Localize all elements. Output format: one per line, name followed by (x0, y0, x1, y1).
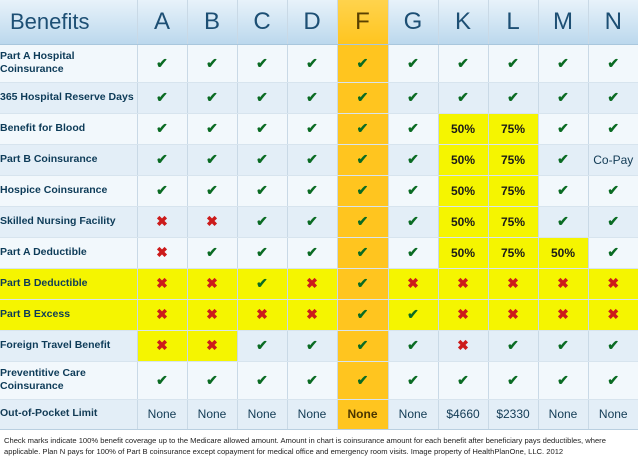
cell-value: None (297, 407, 327, 421)
check-icon: ✔ (507, 54, 519, 71)
check-icon: ✔ (557, 182, 569, 198)
check-icon: ✔ (356, 337, 369, 353)
check-icon: ✔ (306, 337, 318, 353)
cell-value: None (398, 407, 428, 421)
cell-value: None (548, 407, 578, 421)
check-icon: ✔ (557, 89, 569, 105)
table-row (0, 144, 638, 175)
check-icon: ✔ (356, 371, 369, 388)
check-icon: ✔ (407, 120, 419, 136)
cell-n (588, 268, 638, 299)
cell-value: 50% (550, 246, 576, 260)
cell-b (187, 175, 237, 206)
check-icon: ✔ (457, 371, 469, 388)
cell-n (588, 144, 638, 175)
row-label: Skilled Nursing Facility (0, 206, 137, 237)
cross-icon: ✖ (156, 244, 168, 260)
table-row (0, 361, 638, 399)
check-icon: ✔ (156, 182, 168, 198)
column-header-plan-k: K (438, 0, 488, 44)
cell-m (538, 399, 588, 429)
cell-f (337, 206, 388, 237)
cell-m (538, 44, 588, 82)
cell-n (588, 82, 638, 113)
cross-icon: ✖ (507, 306, 519, 322)
cell-f (337, 330, 388, 361)
check-icon: ✔ (306, 151, 318, 167)
cross-icon: ✖ (507, 275, 519, 291)
cell-n (588, 206, 638, 237)
cell-a (137, 299, 187, 330)
check-icon: ✔ (256, 244, 268, 260)
check-icon: ✔ (557, 337, 569, 353)
cross-icon: ✖ (407, 275, 419, 291)
check-icon: ✔ (256, 151, 268, 167)
row-label: 365 Hospital Reserve Days (0, 82, 137, 113)
check-icon: ✔ (557, 120, 569, 136)
cross-icon: ✖ (557, 306, 569, 322)
cell-n (588, 175, 638, 206)
table-header (0, 0, 638, 44)
cell-b (187, 361, 237, 399)
check-icon: ✔ (507, 337, 519, 353)
check-icon: ✔ (356, 151, 369, 167)
cell-value: 75% (500, 215, 526, 229)
cell-value: 50% (450, 215, 476, 229)
table-row (0, 82, 638, 113)
cross-icon: ✖ (457, 337, 469, 353)
check-icon: ✔ (206, 182, 218, 198)
cell-l (488, 237, 538, 268)
check-icon: ✔ (607, 182, 620, 198)
row-label: Part B Excess (0, 299, 137, 330)
cross-icon: ✖ (457, 275, 469, 291)
check-icon: ✔ (356, 244, 369, 260)
cell-m (538, 361, 588, 399)
table-row (0, 206, 638, 237)
check-icon: ✔ (306, 371, 318, 388)
cell-c (237, 44, 287, 82)
cell-a (137, 330, 187, 361)
cell-f (337, 237, 388, 268)
cell-k (438, 144, 488, 175)
check-icon: ✔ (256, 120, 268, 136)
cell-d (287, 268, 337, 299)
cell-value: 50% (450, 246, 476, 260)
cell-a (137, 237, 187, 268)
cell-m (538, 268, 588, 299)
cell-n (588, 330, 638, 361)
cell-k (438, 268, 488, 299)
cell-a (137, 113, 187, 144)
check-icon: ✔ (156, 120, 168, 136)
check-icon: ✔ (306, 182, 318, 198)
row-label: Part B Coinsurance (0, 144, 137, 175)
cell-k (438, 44, 488, 82)
check-icon: ✔ (607, 244, 620, 260)
row-label: Part A Hospital Coinsurance (0, 44, 137, 82)
cell-n (588, 361, 638, 399)
cell-d (287, 44, 337, 82)
cell-value: None (147, 407, 177, 421)
check-icon: ✔ (557, 151, 569, 167)
table-row (0, 44, 638, 82)
cell-f (337, 113, 388, 144)
cross-icon: ✖ (607, 306, 620, 322)
cell-c (237, 175, 287, 206)
check-icon: ✔ (507, 89, 519, 105)
table-row (0, 175, 638, 206)
row-label: Preventitive Care Coinsurance (0, 361, 137, 399)
cell-d (287, 237, 337, 268)
cell-k (438, 399, 488, 429)
cell-k (438, 175, 488, 206)
check-icon: ✔ (206, 120, 218, 136)
cell-f (337, 361, 388, 399)
check-icon: ✔ (206, 89, 218, 105)
cell-d (287, 113, 337, 144)
cell-n (588, 399, 638, 429)
cell-c (237, 206, 287, 237)
check-icon: ✔ (256, 337, 268, 353)
check-icon: ✔ (356, 89, 369, 105)
cell-n (588, 44, 638, 82)
cell-g (388, 361, 438, 399)
cell-f (337, 299, 388, 330)
cross-icon: ✖ (156, 213, 168, 229)
cell-value: Co-Pay (593, 152, 634, 167)
cell-g (388, 299, 438, 330)
cell-f (337, 82, 388, 113)
check-icon: ✔ (256, 89, 268, 105)
check-icon: ✔ (256, 213, 268, 229)
cell-g (388, 113, 438, 144)
column-header-plan-a: A (137, 0, 187, 44)
cell-n (588, 299, 638, 330)
header-row (0, 0, 638, 44)
cell-m (538, 206, 588, 237)
check-icon: ✔ (356, 306, 369, 322)
chart-footnote: Check marks indicate 100% benefit coverage up to the Medicare allowed amount. Amount in chart is coinsurance amount for each benefit after beneficiary pays deductibles, where applicable. Plan N pays for 100% of Part B coinsurance except copayment for medical office and emergency room visits. Image property of HealthPlanOne, LLC. 2012 (4, 436, 606, 456)
cell-l (488, 330, 538, 361)
cell-a (137, 144, 187, 175)
check-icon: ✔ (407, 213, 419, 229)
cell-value: 75% (500, 246, 526, 260)
check-icon: ✔ (607, 89, 620, 105)
cell-value: None (347, 407, 378, 421)
table-row (0, 237, 638, 268)
check-icon: ✔ (206, 371, 218, 388)
cell-k (438, 82, 488, 113)
cross-icon: ✖ (206, 337, 218, 353)
check-icon: ✔ (306, 89, 318, 105)
check-icon: ✔ (306, 213, 318, 229)
cell-g (388, 399, 438, 429)
cell-d (287, 144, 337, 175)
check-icon: ✔ (356, 275, 369, 291)
check-icon: ✔ (156, 371, 168, 388)
column-header-plan-d: D (287, 0, 337, 44)
check-icon: ✔ (306, 244, 318, 260)
cell-c (237, 399, 287, 429)
cell-f (337, 44, 388, 82)
cell-c (237, 82, 287, 113)
check-icon: ✔ (607, 371, 620, 388)
cell-k (438, 113, 488, 144)
cross-icon: ✖ (457, 306, 469, 322)
cell-g (388, 268, 438, 299)
check-icon: ✔ (156, 89, 168, 105)
cell-g (388, 144, 438, 175)
cell-c (237, 144, 287, 175)
cell-l (488, 175, 538, 206)
cell-m (538, 299, 588, 330)
check-icon: ✔ (256, 182, 268, 198)
cell-c (237, 330, 287, 361)
cell-l (488, 44, 538, 82)
check-icon: ✔ (507, 371, 519, 388)
cell-l (488, 82, 538, 113)
check-icon: ✔ (256, 54, 268, 71)
check-icon: ✔ (607, 54, 620, 71)
cell-d (287, 175, 337, 206)
cell-b (187, 268, 237, 299)
cell-value: 75% (500, 184, 526, 198)
check-icon: ✔ (607, 213, 620, 229)
check-icon: ✔ (256, 371, 268, 388)
cell-b (187, 113, 237, 144)
cell-f (337, 399, 388, 429)
cell-a (137, 44, 187, 82)
check-icon: ✔ (607, 120, 620, 136)
cell-a (137, 82, 187, 113)
check-icon: ✔ (206, 54, 218, 71)
check-icon: ✔ (607, 337, 620, 353)
cell-a (137, 175, 187, 206)
cell-value: 50% (450, 122, 476, 136)
cell-l (488, 299, 538, 330)
table-body (0, 44, 638, 429)
check-icon: ✔ (407, 182, 419, 198)
table-row (0, 268, 638, 299)
cell-d (287, 361, 337, 399)
page-title: Benefits (0, 0, 137, 44)
cell-d (287, 330, 337, 361)
cell-d (287, 299, 337, 330)
cell-g (388, 175, 438, 206)
table-row (0, 330, 638, 361)
cell-b (187, 330, 237, 361)
column-header-plan-m: M (538, 0, 588, 44)
cell-f (337, 144, 388, 175)
cell-m (538, 82, 588, 113)
row-label: Hospice Coinsurance (0, 175, 137, 206)
cross-icon: ✖ (306, 275, 318, 291)
cell-l (488, 144, 538, 175)
check-icon: ✔ (557, 54, 569, 71)
cell-l (488, 268, 538, 299)
check-icon: ✔ (356, 182, 369, 198)
column-header-plan-f: F (337, 0, 388, 44)
cell-g (388, 237, 438, 268)
table-row (0, 299, 638, 330)
check-icon: ✔ (407, 337, 419, 353)
cell-k (438, 330, 488, 361)
cell-b (187, 237, 237, 268)
row-label: Part B Deductible (0, 268, 137, 299)
cell-m (538, 175, 588, 206)
table-row (0, 113, 638, 144)
cross-icon: ✖ (206, 306, 218, 322)
row-label: Out-of-Pocket Limit (0, 399, 137, 429)
cross-icon: ✖ (607, 275, 620, 291)
cell-value: None (247, 407, 277, 421)
cell-k (438, 206, 488, 237)
check-icon: ✔ (356, 54, 369, 71)
cell-d (287, 206, 337, 237)
column-header-plan-n: N (588, 0, 638, 44)
check-icon: ✔ (457, 54, 469, 71)
cell-value: $2330 (496, 407, 530, 421)
check-icon: ✔ (356, 213, 369, 229)
cross-icon: ✖ (206, 213, 218, 229)
cell-b (187, 82, 237, 113)
cell-k (438, 237, 488, 268)
cell-a (137, 399, 187, 429)
cell-m (538, 330, 588, 361)
row-label: Part A Deductible (0, 237, 137, 268)
cross-icon: ✖ (156, 275, 168, 291)
cell-f (337, 268, 388, 299)
cell-value: 50% (450, 153, 476, 167)
cell-c (237, 361, 287, 399)
cell-a (137, 361, 187, 399)
column-header-plan-c: C (237, 0, 287, 44)
cell-b (187, 299, 237, 330)
check-icon: ✔ (557, 213, 569, 229)
check-icon: ✔ (206, 151, 218, 167)
cell-k (438, 299, 488, 330)
cell-value: 75% (500, 122, 526, 136)
cell-l (488, 113, 538, 144)
check-icon: ✔ (407, 306, 419, 322)
cell-g (388, 206, 438, 237)
cell-g (388, 44, 438, 82)
table-row (0, 399, 638, 429)
cross-icon: ✖ (206, 275, 218, 291)
cell-c (237, 113, 287, 144)
cell-n (588, 237, 638, 268)
cross-icon: ✖ (156, 306, 168, 322)
check-icon: ✔ (407, 244, 419, 260)
check-icon: ✔ (407, 54, 419, 71)
cell-c (237, 268, 287, 299)
cell-k (438, 361, 488, 399)
cross-icon: ✖ (156, 337, 168, 353)
cell-g (388, 82, 438, 113)
cell-l (488, 399, 538, 429)
cell-value: $4660 (446, 407, 480, 421)
cell-b (187, 44, 237, 82)
check-icon: ✔ (407, 371, 419, 388)
column-header-plan-l: L (488, 0, 538, 44)
cell-l (488, 206, 538, 237)
cell-m (538, 113, 588, 144)
cell-d (287, 399, 337, 429)
check-icon: ✔ (306, 120, 318, 136)
cell-n (588, 113, 638, 144)
check-icon: ✔ (407, 151, 419, 167)
cell-b (187, 206, 237, 237)
check-icon: ✔ (557, 371, 569, 388)
cell-b (187, 399, 237, 429)
cell-b (187, 144, 237, 175)
column-header-plan-g: G (388, 0, 438, 44)
cell-value: None (197, 407, 227, 421)
cell-a (137, 206, 187, 237)
cross-icon: ✖ (306, 306, 318, 322)
row-label: Benefit for Blood (0, 113, 137, 144)
check-icon: ✔ (156, 54, 168, 71)
cell-c (237, 299, 287, 330)
cell-c (237, 237, 287, 268)
cell-value: 75% (500, 153, 526, 167)
cell-l (488, 361, 538, 399)
cell-value: 50% (450, 184, 476, 198)
check-icon: ✔ (457, 89, 469, 105)
cell-a (137, 268, 187, 299)
cell-g (388, 330, 438, 361)
cross-icon: ✖ (557, 275, 569, 291)
column-header-plan-b: B (187, 0, 237, 44)
cross-icon: ✖ (256, 306, 268, 322)
cell-m (538, 144, 588, 175)
cell-f (337, 175, 388, 206)
check-icon: ✔ (306, 54, 318, 71)
check-icon: ✔ (156, 151, 168, 167)
cell-m (538, 237, 588, 268)
check-icon: ✔ (206, 244, 218, 260)
check-icon: ✔ (356, 120, 369, 136)
check-icon: ✔ (407, 89, 419, 105)
cell-d (287, 82, 337, 113)
row-label: Foreign Travel Benefit (0, 330, 137, 361)
check-icon: ✔ (256, 275, 268, 291)
cell-value: None (598, 407, 628, 421)
